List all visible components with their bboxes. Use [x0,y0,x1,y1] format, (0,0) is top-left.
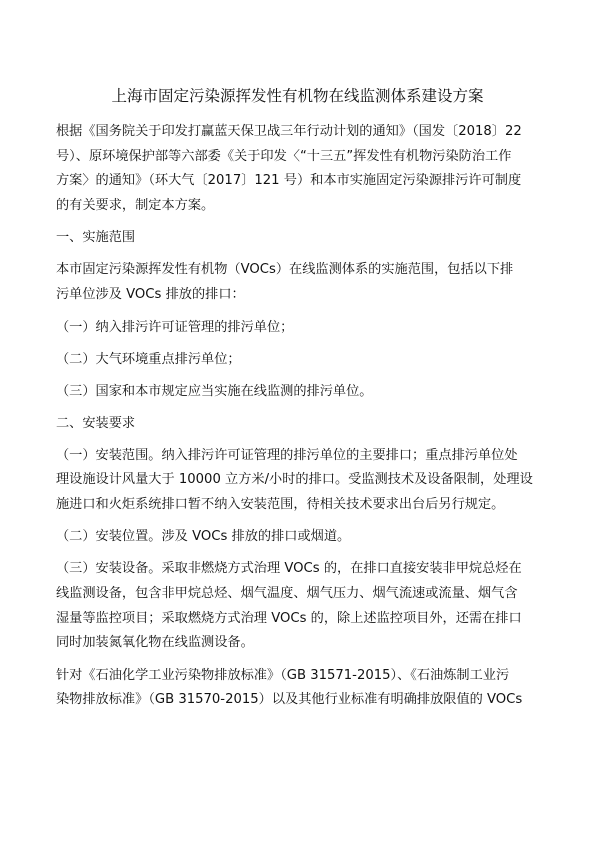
paragraph-line: 理设施设计风量大于 10000 立方米/小时的排口。受监测技术及设备限制，处理设 [56,472,533,488]
paragraph-line: 同时加装氮氧化物在线监测设备。 [56,635,254,651]
paragraph-standards [56,664,550,713]
paragraph-line: 针对《石油化学工业污染物排放标准》（GB 31571-2015）、《石油炼制工业污 [56,667,510,683]
paragraph-line: 湿量等监控项目；采取燃烧方式治理 VOCs 的，除上述监控项目外，还需在排口 [56,610,522,626]
paragraph-line: 本市固定污染源挥发性有机物（VOCs）在线监测体系的实施范围，包括以下排 [56,262,514,278]
paragraph-line: （一）安装范围。纳入排污许可证管理的排污单位的主要排口；重点排污单位处 [56,447,518,463]
paragraph-line: （三）安装设备。采取非燃烧方式治理 VOCs 的，在排口直接安装非甲烷总烃在 [56,561,522,577]
paragraph-line: 一、实施范围 [56,230,136,246]
paragraph-install-1 [56,444,550,518]
paragraph-scope-intro [56,258,550,307]
paragraph-line: 污单位涉及 VOCs 排放的排口： [56,286,245,302]
paragraph-line: 的有关要求，制定本方案。 [56,197,215,213]
paragraph-section-1-heading [56,226,550,250]
paragraph-line: （一）纳入排污许可证管理的排污单位； [56,319,294,335]
paragraph-section-2-heading [56,412,550,436]
paragraph-scope-1 [56,316,550,340]
paragraph-line: 施进口和火炬系统排口暂不纳入安装范围，待相关技术要求出台后另行规定。 [56,496,505,512]
paragraph-line: 根据《国务院关于印发打赢蓝天保卫战三年行动计划的通知》（国发〔2018〕22 [56,124,522,139]
paragraph-line: 二、安装要求 [56,415,136,431]
paragraph-line: 线监测设备，包含非甲烷总烃、烟气温度、烟气压力、烟气流速或流量、烟气含 [56,585,518,601]
paragraph-line: 染物排放标准》（GB 31570-2015）以及其他行业标准有明确排放限值的 VOCs [56,692,523,708]
paragraph-intro [56,120,550,218]
paragraph-line: （三）国家和本市规定应当实施在线监测的排污单位。 [56,383,373,399]
paragraph-install-2 [56,525,550,549]
document-body [56,120,550,721]
document-title: 上海市固定污染源挥发性有机物在线监测体系建设方案 [111,87,484,105]
paragraph-scope-3 [56,380,550,404]
paragraph-line: 方案〉的通知》（环大气〔2017〕121 号）和本市实施固定污染源排污许可制度 [56,173,522,189]
paragraph-line: 号）、原环境保护部等六部委《关于印发〈“十三五”挥发性有机物污染防治工作 [56,148,512,164]
paragraph-line: （二）安装位置。涉及 VOCs 排放的排口或烟道。 [56,529,351,545]
paragraph-install-3 [56,557,550,655]
paragraph-scope-2 [56,348,550,372]
paragraph-line: （二）大气环境重点排污单位； [56,351,241,367]
